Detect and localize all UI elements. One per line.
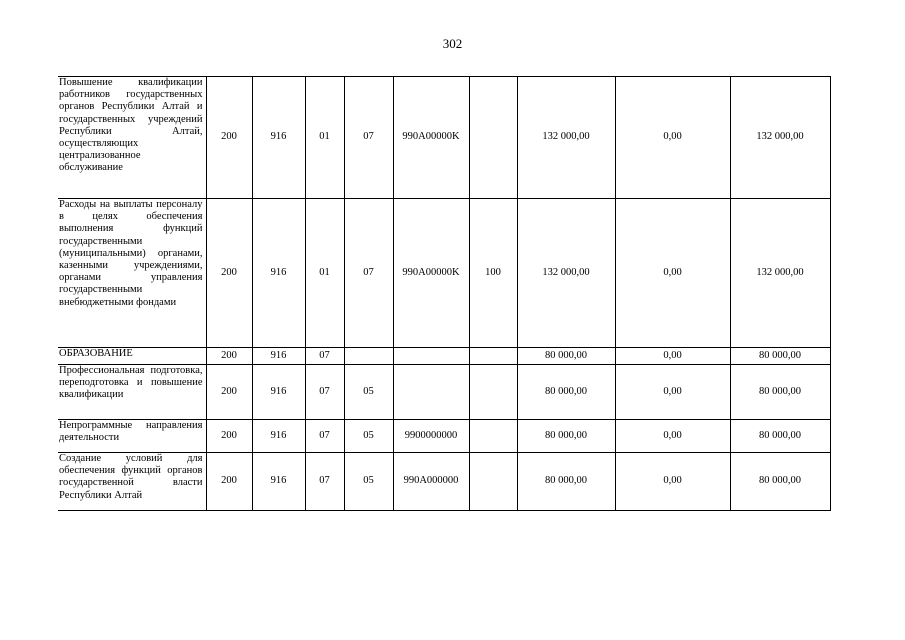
amount-year-2: 0,00 bbox=[615, 365, 730, 420]
target-article-code bbox=[393, 365, 469, 420]
target-article-code: 990A000000 bbox=[393, 453, 469, 511]
section-code: 01 bbox=[305, 77, 344, 199]
subsection-code: 07 bbox=[344, 199, 393, 348]
target-article-code bbox=[393, 348, 469, 365]
amount-total: 132 000,00 bbox=[730, 199, 830, 348]
amount-year-1: 80 000,00 bbox=[517, 420, 615, 453]
admin-code: 200 bbox=[206, 199, 252, 348]
budget-table bbox=[58, 76, 831, 511]
expense-kind-code bbox=[469, 420, 517, 453]
amount-total: 80 000,00 bbox=[730, 348, 830, 365]
section-code: 07 bbox=[305, 453, 344, 511]
target-article-code: 990A00000K bbox=[393, 199, 469, 348]
subsection-code: 05 bbox=[344, 365, 393, 420]
amount-year-2: 0,00 bbox=[615, 348, 730, 365]
amount-year-1: 132 000,00 bbox=[517, 199, 615, 348]
amount-year-2: 0,00 bbox=[615, 199, 730, 348]
admin-code: 200 bbox=[206, 365, 252, 420]
ministry-code: 916 bbox=[252, 77, 305, 199]
subsection-code: 05 bbox=[344, 453, 393, 511]
expense-kind-code: 100 bbox=[469, 199, 517, 348]
table-row bbox=[58, 365, 830, 420]
table-row bbox=[58, 199, 830, 348]
expense-kind-code bbox=[469, 365, 517, 420]
subsection-code bbox=[344, 348, 393, 365]
amount-year-2: 0,00 bbox=[615, 420, 730, 453]
amount-year-1: 80 000,00 bbox=[517, 453, 615, 511]
expense-kind-code bbox=[469, 453, 517, 511]
amount-year-2: 0,00 bbox=[615, 77, 730, 199]
row-name: Непрограммные направления деятельности bbox=[58, 420, 206, 453]
table-row bbox=[58, 453, 830, 511]
table-row bbox=[58, 77, 830, 199]
amount-total: 80 000,00 bbox=[730, 453, 830, 511]
ministry-code: 916 bbox=[252, 348, 305, 365]
subsection-code: 07 bbox=[344, 77, 393, 199]
ministry-code: 916 bbox=[252, 453, 305, 511]
amount-year-1: 132 000,00 bbox=[517, 77, 615, 199]
row-name: ОБРАЗОВАНИЕ bbox=[58, 348, 206, 365]
amount-year-2: 0,00 bbox=[615, 453, 730, 511]
ministry-code: 916 bbox=[252, 420, 305, 453]
ministry-code: 916 bbox=[252, 199, 305, 348]
amount-total: 80 000,00 bbox=[730, 420, 830, 453]
expense-kind-code bbox=[469, 77, 517, 199]
row-name: Создание условий для обеспечения функций органов государственной власти Республики Алтай bbox=[58, 453, 206, 511]
row-name: Повышение квалификации работников государственных органов Республики Алтай и государственных учреждений Республики Алтай, осуществляющих централизованное обслуживание bbox=[58, 77, 206, 199]
target-article-code: 9900000000 bbox=[393, 420, 469, 453]
amount-year-1: 80 000,00 bbox=[517, 365, 615, 420]
section-code: 07 bbox=[305, 365, 344, 420]
table-row bbox=[58, 348, 830, 365]
amount-year-1: 80 000,00 bbox=[517, 348, 615, 365]
page-number: 302 bbox=[442, 36, 463, 51]
admin-code: 200 bbox=[206, 77, 252, 199]
row-name: Расходы на выплаты персоналу в целях обеспечения выполнения функций государственными (муниципальными) органами, казенными учреждениями, органами управления государственными внебюджетными фондами bbox=[58, 199, 206, 348]
section-code: 07 bbox=[305, 420, 344, 453]
admin-code: 200 bbox=[206, 453, 252, 511]
amount-total: 80 000,00 bbox=[730, 365, 830, 420]
expense-kind-code bbox=[469, 348, 517, 365]
admin-code: 200 bbox=[206, 348, 252, 365]
table-row bbox=[58, 420, 830, 453]
section-code: 01 bbox=[305, 199, 344, 348]
target-article-code: 990A00000K bbox=[393, 77, 469, 199]
subsection-code: 05 bbox=[344, 420, 393, 453]
amount-total: 132 000,00 bbox=[730, 77, 830, 199]
admin-code: 200 bbox=[206, 420, 252, 453]
ministry-code: 916 bbox=[252, 365, 305, 420]
section-code: 07 bbox=[305, 348, 344, 365]
row-name: Профессиональная подготовка, переподготовка и повышение квалификации bbox=[58, 365, 206, 420]
